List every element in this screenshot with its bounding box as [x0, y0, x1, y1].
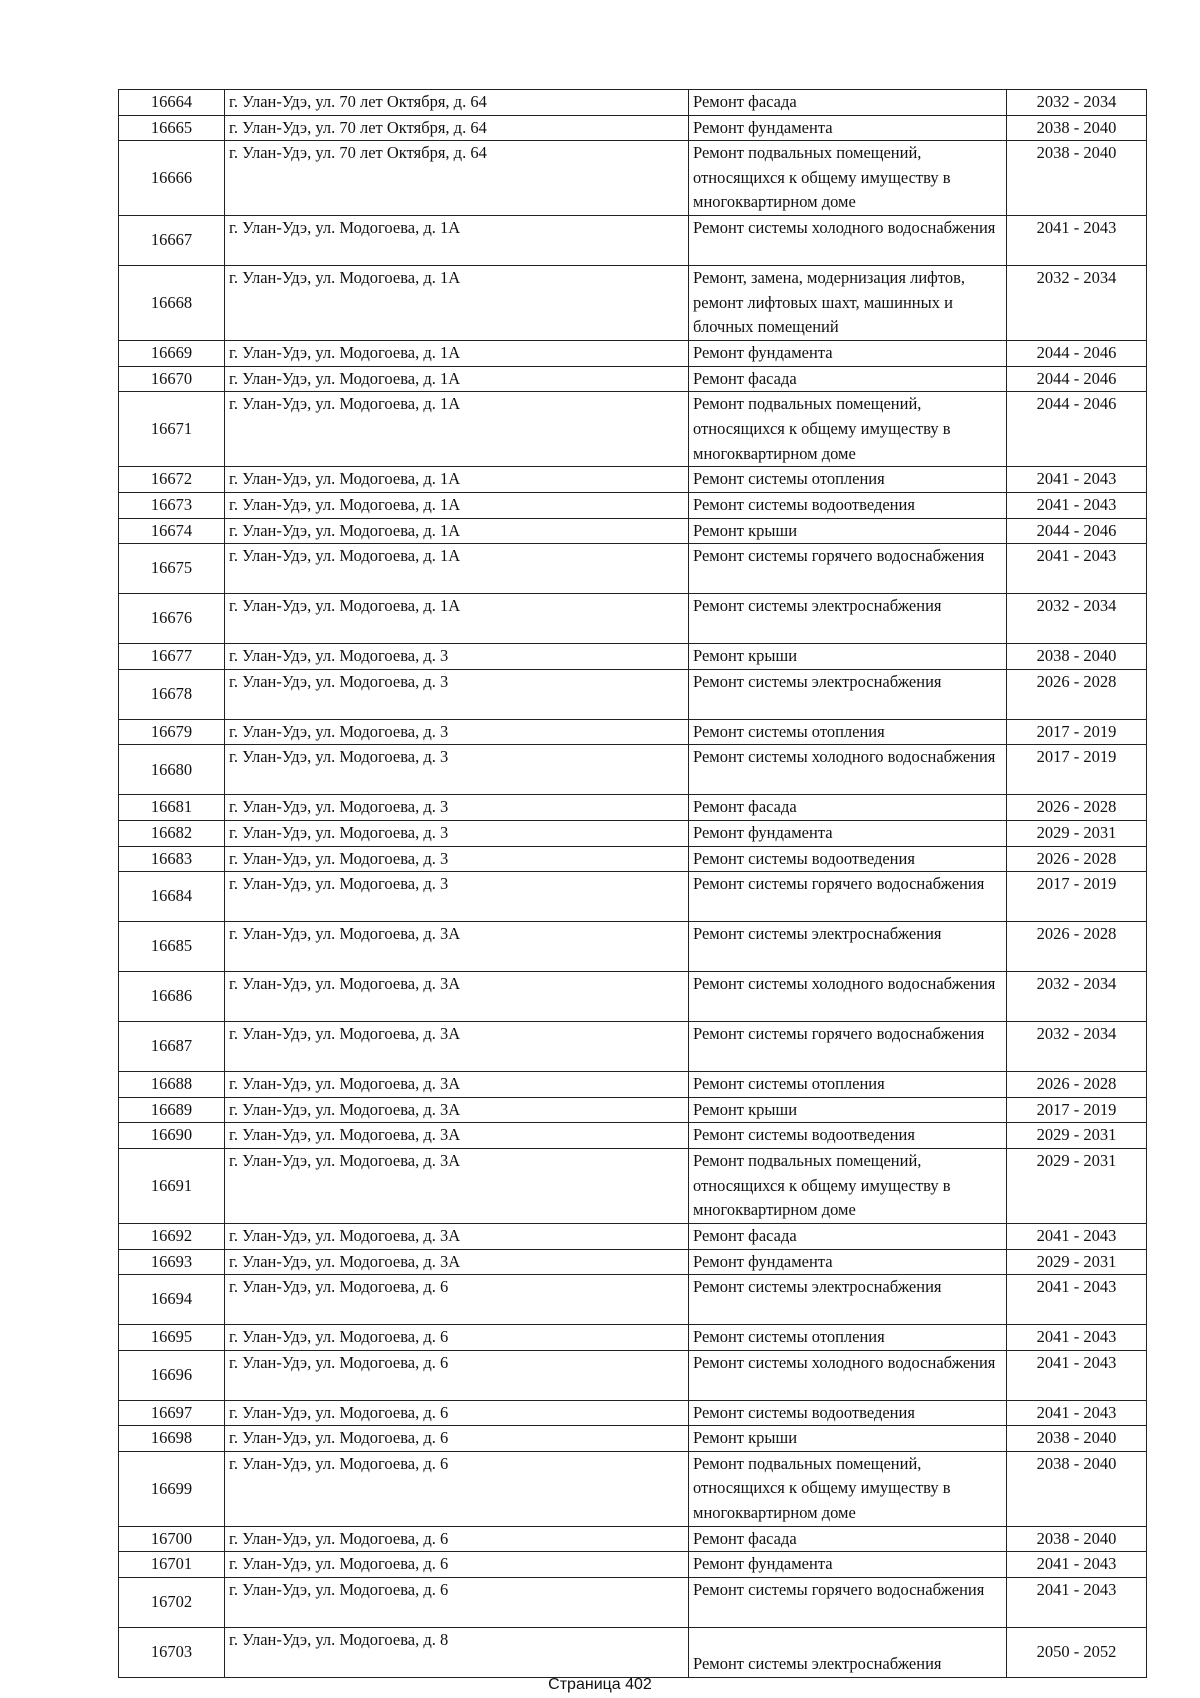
table-row: [119, 1325, 1147, 1351]
row-number-cell: 16694: [119, 1275, 225, 1325]
table-row: [119, 1123, 1147, 1149]
address-cell: г. Улан-Удэ, ул. Модогоева, д. 3: [225, 644, 689, 670]
table-row: [119, 1223, 1147, 1249]
table-row: [119, 141, 1147, 216]
table-row: [119, 115, 1147, 141]
address-cell: г. Улан-Удэ, ул. Модогоева, д. 3А: [225, 1148, 689, 1223]
row-number-cell: 16693: [119, 1249, 225, 1275]
work-type-cell: Ремонт подвальных помещений, относящихся к общему имуществу в многоквартирном доме: [689, 141, 1007, 216]
address-cell: г. Улан-Удэ, ул. Модогоева, д. 3А: [225, 972, 689, 1022]
period-cell: 2041 - 2043: [1007, 1275, 1147, 1325]
table-row: [119, 1578, 1147, 1628]
period-cell: 2038 - 2040: [1007, 141, 1147, 216]
table-row: [119, 341, 1147, 367]
period-cell: 2044 - 2046: [1007, 366, 1147, 392]
period-cell: 2026 - 2028: [1007, 795, 1147, 821]
address-cell: г. Улан-Удэ, ул. Модогоева, д. 3А: [225, 1223, 689, 1249]
row-number-cell: 16669: [119, 341, 225, 367]
table-row: [119, 266, 1147, 341]
address-cell: г. Улан-Удэ, ул. Модогоева, д. 6: [225, 1400, 689, 1426]
address-cell: г. Улан-Удэ, ул. Модогоева, д. 1А: [225, 544, 689, 594]
row-number-cell: 16692: [119, 1223, 225, 1249]
work-type-cell: Ремонт системы отопления: [689, 719, 1007, 745]
row-number-cell: 16696: [119, 1350, 225, 1400]
row-number-cell: 16675: [119, 544, 225, 594]
work-type-cell: Ремонт фундамента: [689, 341, 1007, 367]
table-row: [119, 392, 1147, 467]
period-cell: 2038 - 2040: [1007, 115, 1147, 141]
work-type-cell: Ремонт системы электроснабжения: [689, 922, 1007, 972]
address-cell: г. Улан-Удэ, ул. Модогоева, д. 6: [225, 1426, 689, 1452]
row-number-cell: 16672: [119, 467, 225, 493]
table-row: [119, 1451, 1147, 1526]
row-number-cell: 16688: [119, 1072, 225, 1098]
period-cell: 2050 - 2052: [1007, 1628, 1147, 1678]
address-cell: г. Улан-Удэ, ул. Модогоева, д. 6: [225, 1526, 689, 1552]
table-row: [119, 972, 1147, 1022]
period-cell: 2032 - 2034: [1007, 90, 1147, 116]
work-type-cell: Ремонт системы отопления: [689, 1325, 1007, 1351]
work-type-cell: Ремонт подвальных помещений, относящихся к общему имуществу в многоквартирном доме: [689, 392, 1007, 467]
row-number-cell: 16665: [119, 115, 225, 141]
period-cell: 2026 - 2028: [1007, 1072, 1147, 1098]
table-row: [119, 1249, 1147, 1275]
period-cell: 2017 - 2019: [1007, 1097, 1147, 1123]
work-type-cell: Ремонт системы электроснабжения: [689, 594, 1007, 644]
row-number-cell: 16670: [119, 366, 225, 392]
row-number-cell: 16682: [119, 820, 225, 846]
row-number-cell: 16677: [119, 644, 225, 670]
address-cell: г. Улан-Удэ, ул. Модогоева, д. 1А: [225, 594, 689, 644]
row-number-cell: 16674: [119, 518, 225, 544]
period-cell: 2041 - 2043: [1007, 1223, 1147, 1249]
period-cell: 2032 - 2034: [1007, 972, 1147, 1022]
table-row: [119, 492, 1147, 518]
period-cell: 2041 - 2043: [1007, 1578, 1147, 1628]
work-type-cell: Ремонт системы холодного водоснабжения: [689, 1350, 1007, 1400]
period-cell: 2041 - 2043: [1007, 492, 1147, 518]
work-type-cell: Ремонт крыши: [689, 644, 1007, 670]
table-row: [119, 820, 1147, 846]
address-cell: г. Улан-Удэ, ул. Модогоева, д. 3А: [225, 1123, 689, 1149]
period-cell: 2041 - 2043: [1007, 1400, 1147, 1426]
work-type-cell: Ремонт фасада: [689, 90, 1007, 116]
row-number-cell: 16673: [119, 492, 225, 518]
table-row: [119, 518, 1147, 544]
work-type-cell: Ремонт системы горячего водоснабжения: [689, 544, 1007, 594]
row-number-cell: 16666: [119, 141, 225, 216]
table-row: [119, 594, 1147, 644]
address-cell: г. Улан-Удэ, ул. Модогоева, д. 3: [225, 872, 689, 922]
page-number: Страница 402: [548, 1676, 652, 1693]
period-cell: 2038 - 2040: [1007, 1526, 1147, 1552]
row-number-cell: 16703: [119, 1628, 225, 1678]
row-number-cell: 16697: [119, 1400, 225, 1426]
work-type-cell: Ремонт системы горячего водоснабжения: [689, 1578, 1007, 1628]
work-type-cell: Ремонт системы холодного водоснабжения: [689, 745, 1007, 795]
table-row: [119, 1400, 1147, 1426]
work-type-cell: Ремонт системы водоотведения: [689, 846, 1007, 872]
table-body: [119, 90, 1147, 1678]
address-cell: г. Улан-Удэ, ул. Модогоева, д. 6: [225, 1552, 689, 1578]
address-cell: г. Улан-Удэ, ул. Модогоева, д. 3А: [225, 1072, 689, 1098]
address-cell: г. Улан-Удэ, ул. Модогоева, д. 3: [225, 820, 689, 846]
address-cell: г. Улан-Удэ, ул. Модогоева, д. 3: [225, 719, 689, 745]
row-number-cell: 16668: [119, 266, 225, 341]
period-cell: 2026 - 2028: [1007, 922, 1147, 972]
repair-schedule-table: [118, 89, 1147, 1678]
address-cell: г. Улан-Удэ, ул. Модогоева, д. 3А: [225, 922, 689, 972]
period-cell: 2038 - 2040: [1007, 644, 1147, 670]
work-type-cell: Ремонт фундамента: [689, 1249, 1007, 1275]
row-number-cell: 16687: [119, 1022, 225, 1072]
table-row: [119, 1275, 1147, 1325]
table-row: [119, 795, 1147, 821]
address-cell: г. Улан-Удэ, ул. 70 лет Октября, д. 64: [225, 141, 689, 216]
row-number-cell: 16701: [119, 1552, 225, 1578]
table-row: [119, 1526, 1147, 1552]
period-cell: 2032 - 2034: [1007, 1022, 1147, 1072]
period-cell: 2032 - 2034: [1007, 266, 1147, 341]
row-number-cell: 16691: [119, 1148, 225, 1223]
row-number-cell: 16698: [119, 1426, 225, 1452]
period-cell: 2017 - 2019: [1007, 719, 1147, 745]
address-cell: г. Улан-Удэ, ул. Модогоева, д. 1А: [225, 392, 689, 467]
table-row: [119, 846, 1147, 872]
period-cell: 2029 - 2031: [1007, 820, 1147, 846]
period-cell: 2044 - 2046: [1007, 518, 1147, 544]
row-number-cell: 16686: [119, 972, 225, 1022]
address-cell: г. Улан-Удэ, ул. Модогоева, д. 6: [225, 1350, 689, 1400]
period-cell: 2044 - 2046: [1007, 341, 1147, 367]
row-number-cell: 16667: [119, 216, 225, 266]
row-number-cell: 16683: [119, 846, 225, 872]
work-type-cell: Ремонт фасада: [689, 366, 1007, 392]
address-cell: г. Улан-Удэ, ул. Модогоева, д. 3А: [225, 1097, 689, 1123]
address-cell: г. Улан-Удэ, ул. 70 лет Октября, д. 64: [225, 90, 689, 116]
address-cell: г. Улан-Удэ, ул. Модогоева, д. 1А: [225, 216, 689, 266]
work-type-cell: Ремонт системы водоотведения: [689, 1400, 1007, 1426]
period-cell: 2041 - 2043: [1007, 1325, 1147, 1351]
row-number-cell: 16702: [119, 1578, 225, 1628]
table-row: [119, 872, 1147, 922]
period-cell: 2038 - 2040: [1007, 1451, 1147, 1526]
address-cell: г. Улан-Удэ, ул. Модогоева, д. 6: [225, 1578, 689, 1628]
address-cell: г. Улан-Удэ, ул. 70 лет Октября, д. 64: [225, 115, 689, 141]
work-type-cell: Ремонт крыши: [689, 1097, 1007, 1123]
period-cell: 2029 - 2031: [1007, 1249, 1147, 1275]
row-number-cell: 16678: [119, 669, 225, 719]
table-row: [119, 216, 1147, 266]
work-type-cell: Ремонт системы холодного водоснабжения: [689, 216, 1007, 266]
table-row: [119, 1628, 1147, 1678]
row-number-cell: 16695: [119, 1325, 225, 1351]
row-number-cell: 16681: [119, 795, 225, 821]
work-type-cell: Ремонт системы отопления: [689, 1072, 1007, 1098]
row-number-cell: 16684: [119, 872, 225, 922]
address-cell: г. Улан-Удэ, ул. Модогоева, д. 3: [225, 795, 689, 821]
work-type-cell: Ремонт системы горячего водоснабжения: [689, 1022, 1007, 1072]
period-cell: 2041 - 2043: [1007, 1350, 1147, 1400]
period-cell: 2026 - 2028: [1007, 846, 1147, 872]
work-type-cell: Ремонт системы водоотведения: [689, 492, 1007, 518]
row-number-cell: 16685: [119, 922, 225, 972]
address-cell: г. Улан-Удэ, ул. Модогоева, д. 6: [225, 1275, 689, 1325]
period-cell: 2041 - 2043: [1007, 467, 1147, 493]
work-type-cell: Ремонт подвальных помещений, относящихся к общему имуществу в многоквартирном доме: [689, 1148, 1007, 1223]
period-cell: 2041 - 2043: [1007, 544, 1147, 594]
row-number-cell: 16680: [119, 745, 225, 795]
address-cell: г. Улан-Удэ, ул. Модогоева, д. 1А: [225, 518, 689, 544]
work-type-cell: Ремонт, замена, модернизация лифтов, ремонт лифтовых шахт, машинных и блочных помещений: [689, 266, 1007, 341]
address-cell: г. Улан-Удэ, ул. Модогоева, д. 1А: [225, 467, 689, 493]
table-row: [119, 1426, 1147, 1452]
table-row: [119, 1097, 1147, 1123]
row-number-cell: 16679: [119, 719, 225, 745]
row-number-cell: 16689: [119, 1097, 225, 1123]
period-cell: 2026 - 2028: [1007, 669, 1147, 719]
table-row: [119, 644, 1147, 670]
table-row: [119, 745, 1147, 795]
row-number-cell: 16699: [119, 1451, 225, 1526]
address-cell: г. Улан-Удэ, ул. Модогоева, д. 3А: [225, 1249, 689, 1275]
period-cell: 2038 - 2040: [1007, 1426, 1147, 1452]
work-type-cell: Ремонт крыши: [689, 518, 1007, 544]
table-row: [119, 544, 1147, 594]
address-cell: г. Улан-Удэ, ул. Модогоева, д. 1А: [225, 366, 689, 392]
work-type-cell: Ремонт системы холодного водоснабжения: [689, 972, 1007, 1022]
table-row: [119, 1350, 1147, 1400]
address-cell: г. Улан-Удэ, ул. Модогоева, д. 1А: [225, 341, 689, 367]
work-type-cell: Ремонт фундамента: [689, 115, 1007, 141]
table-row: [119, 719, 1147, 745]
period-cell: 2017 - 2019: [1007, 872, 1147, 922]
table-row: [119, 922, 1147, 972]
table-row: [119, 1148, 1147, 1223]
work-type-cell: Ремонт подвальных помещений, относящихся к общему имуществу в многоквартирном доме: [689, 1451, 1007, 1526]
table-row: [119, 366, 1147, 392]
row-number-cell: 16700: [119, 1526, 225, 1552]
address-cell: г. Улан-Удэ, ул. Модогоева, д. 6: [225, 1451, 689, 1526]
work-type-cell: Ремонт фасада: [689, 795, 1007, 821]
address-cell: г. Улан-Удэ, ул. Модогоева, д. 1А: [225, 492, 689, 518]
work-type-cell: Ремонт системы электроснабжения: [689, 1275, 1007, 1325]
period-cell: 2029 - 2031: [1007, 1123, 1147, 1149]
period-cell: 2044 - 2046: [1007, 392, 1147, 467]
period-cell: 2041 - 2043: [1007, 1552, 1147, 1578]
address-cell: г. Улан-Удэ, ул. Модогоева, д. 3: [225, 846, 689, 872]
address-cell: г. Улан-Удэ, ул. Модогоева, д. 3: [225, 745, 689, 795]
table-row: [119, 467, 1147, 493]
row-number-cell: 16664: [119, 90, 225, 116]
address-cell: г. Улан-Удэ, ул. Модогоева, д. 1А: [225, 266, 689, 341]
work-type-cell: Ремонт системы отопления: [689, 467, 1007, 493]
period-cell: 2032 - 2034: [1007, 594, 1147, 644]
work-type-cell: Ремонт системы водоотведения: [689, 1123, 1007, 1149]
address-cell: г. Улан-Удэ, ул. Модогоева, д. 6: [225, 1325, 689, 1351]
work-type-cell: Ремонт фасада: [689, 1223, 1007, 1249]
row-number-cell: 16690: [119, 1123, 225, 1149]
table-row: [119, 1022, 1147, 1072]
work-type-cell: Ремонт системы электроснабжения: [689, 669, 1007, 719]
period-cell: 2017 - 2019: [1007, 745, 1147, 795]
work-type-cell: Ремонт крыши: [689, 1426, 1007, 1452]
table-row: [119, 669, 1147, 719]
address-cell: г. Улан-Удэ, ул. Модогоева, д. 3А: [225, 1022, 689, 1072]
work-type-cell: Ремонт системы электроснабжения: [689, 1628, 1007, 1678]
address-cell: г. Улан-Удэ, ул. Модогоева, д. 3: [225, 669, 689, 719]
work-type-cell: Ремонт фундамента: [689, 1552, 1007, 1578]
address-cell: г. Улан-Удэ, ул. Модогоева, д. 8: [225, 1628, 689, 1678]
table-row: [119, 1552, 1147, 1578]
row-number-cell: 16676: [119, 594, 225, 644]
period-cell: 2041 - 2043: [1007, 216, 1147, 266]
work-type-cell: Ремонт системы горячего водоснабжения: [689, 872, 1007, 922]
table-row: [119, 90, 1147, 116]
work-type-cell: Ремонт фасада: [689, 1526, 1007, 1552]
row-number-cell: 16671: [119, 392, 225, 467]
table-row: [119, 1072, 1147, 1098]
work-type-cell: Ремонт фундамента: [689, 820, 1007, 846]
period-cell: 2029 - 2031: [1007, 1148, 1147, 1223]
